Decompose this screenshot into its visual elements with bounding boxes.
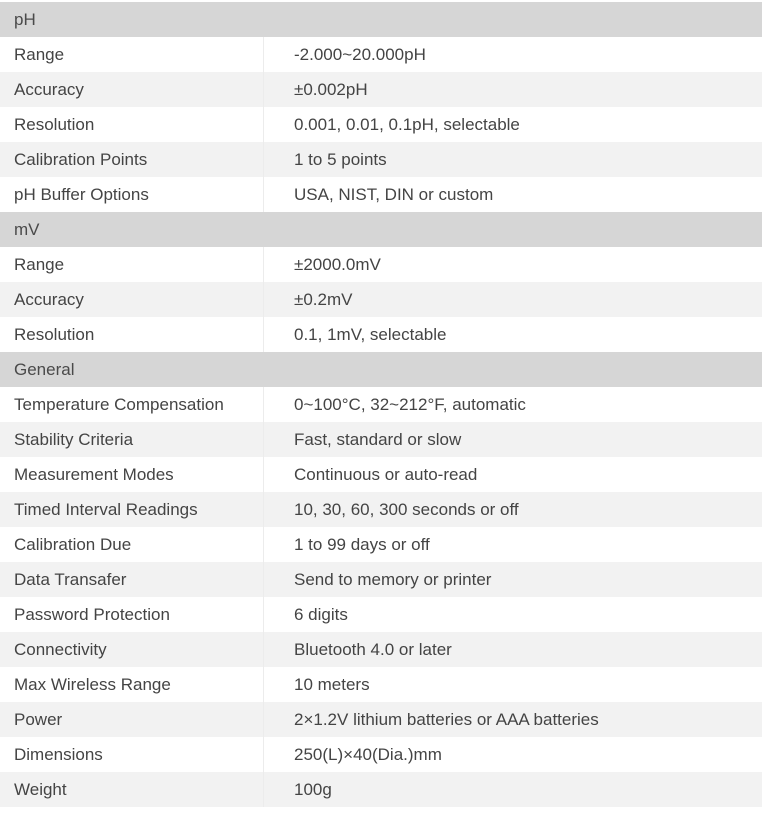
section-header-general <box>0 352 762 387</box>
table-row <box>0 142 762 177</box>
table-row <box>0 562 762 597</box>
spec-value: ±2000.0mV <box>263 247 762 282</box>
spec-label: pH Buffer Options <box>14 185 149 204</box>
table-row <box>0 527 762 562</box>
spec-label: Dimensions <box>14 745 103 764</box>
table-row <box>0 107 762 142</box>
section-title: General <box>14 360 75 379</box>
spec-label: Connectivity <box>14 640 107 659</box>
table-row <box>0 737 762 772</box>
spec-label: Weight <box>14 780 67 799</box>
spec-value: 250(L)×40(Dia.)mm <box>263 737 762 772</box>
spec-value: 1 to 99 days or off <box>263 527 762 562</box>
spec-label: Temperature Compensation <box>14 395 224 414</box>
spec-label: Measurement Modes <box>14 465 174 484</box>
spec-value: ±0.002pH <box>263 72 762 107</box>
spec-label: Timed Interval Readings <box>14 500 198 519</box>
table-row <box>0 422 762 457</box>
section-header-mv <box>0 212 762 247</box>
spec-label: Range <box>14 45 65 64</box>
table-row <box>0 247 762 282</box>
spec-value: Bluetooth 4.0 or later <box>263 632 762 667</box>
spec-label: Stability Criteria <box>14 430 134 449</box>
spec-label: Password Protection <box>14 605 170 624</box>
spec-value: 100g <box>263 772 762 807</box>
section-title: pH <box>14 10 36 29</box>
table-row <box>0 667 762 702</box>
spec-value: Continuous or auto-read <box>263 457 762 492</box>
spec-label: Resolution <box>14 325 95 344</box>
spec-label: Accuracy <box>14 80 84 99</box>
table-row <box>0 72 762 107</box>
table-row <box>0 702 762 737</box>
spec-value: 2×1.2V lithium batteries or AAA batteries <box>263 702 762 737</box>
spec-label: Calibration Points <box>14 150 148 169</box>
spec-table <box>0 2 762 807</box>
spec-value: 0~100°C, 32~212°F, automatic <box>263 387 762 422</box>
table-row <box>0 37 762 72</box>
spec-value: Send to memory or printer <box>263 562 762 597</box>
spec-value: 0.1, 1mV, selectable <box>263 317 762 352</box>
spec-value: 0.001, 0.01, 0.1pH, selectable <box>263 107 762 142</box>
table-row <box>0 597 762 632</box>
table-row <box>0 772 762 807</box>
section-title: mV <box>14 220 40 239</box>
spec-value: -2.000~20.000pH <box>263 37 762 72</box>
spec-label: Accuracy <box>14 290 84 309</box>
spec-label: Calibration Due <box>14 535 132 554</box>
table-row <box>0 177 762 212</box>
table-row <box>0 387 762 422</box>
spec-label: Resolution <box>14 115 95 134</box>
table-row <box>0 457 762 492</box>
table-row <box>0 492 762 527</box>
spec-label: Max Wireless Range <box>14 675 171 694</box>
spec-value: 10 meters <box>263 667 762 702</box>
spec-value: USA, NIST, DIN or custom <box>263 177 762 212</box>
spec-value: Fast, standard or slow <box>263 422 762 457</box>
spec-value: 6 digits <box>263 597 762 632</box>
table-row <box>0 317 762 352</box>
section-header-ph <box>0 2 762 37</box>
spec-label: Range <box>14 255 65 274</box>
spec-label: Data Transafer <box>14 570 127 589</box>
spec-value: ±0.2mV <box>263 282 762 317</box>
spec-value: 10, 30, 60, 300 seconds or off <box>263 492 762 527</box>
spec-label: Power <box>14 710 63 729</box>
table-row <box>0 282 762 317</box>
table-row <box>0 632 762 667</box>
spec-value: 1 to 5 points <box>263 142 762 177</box>
